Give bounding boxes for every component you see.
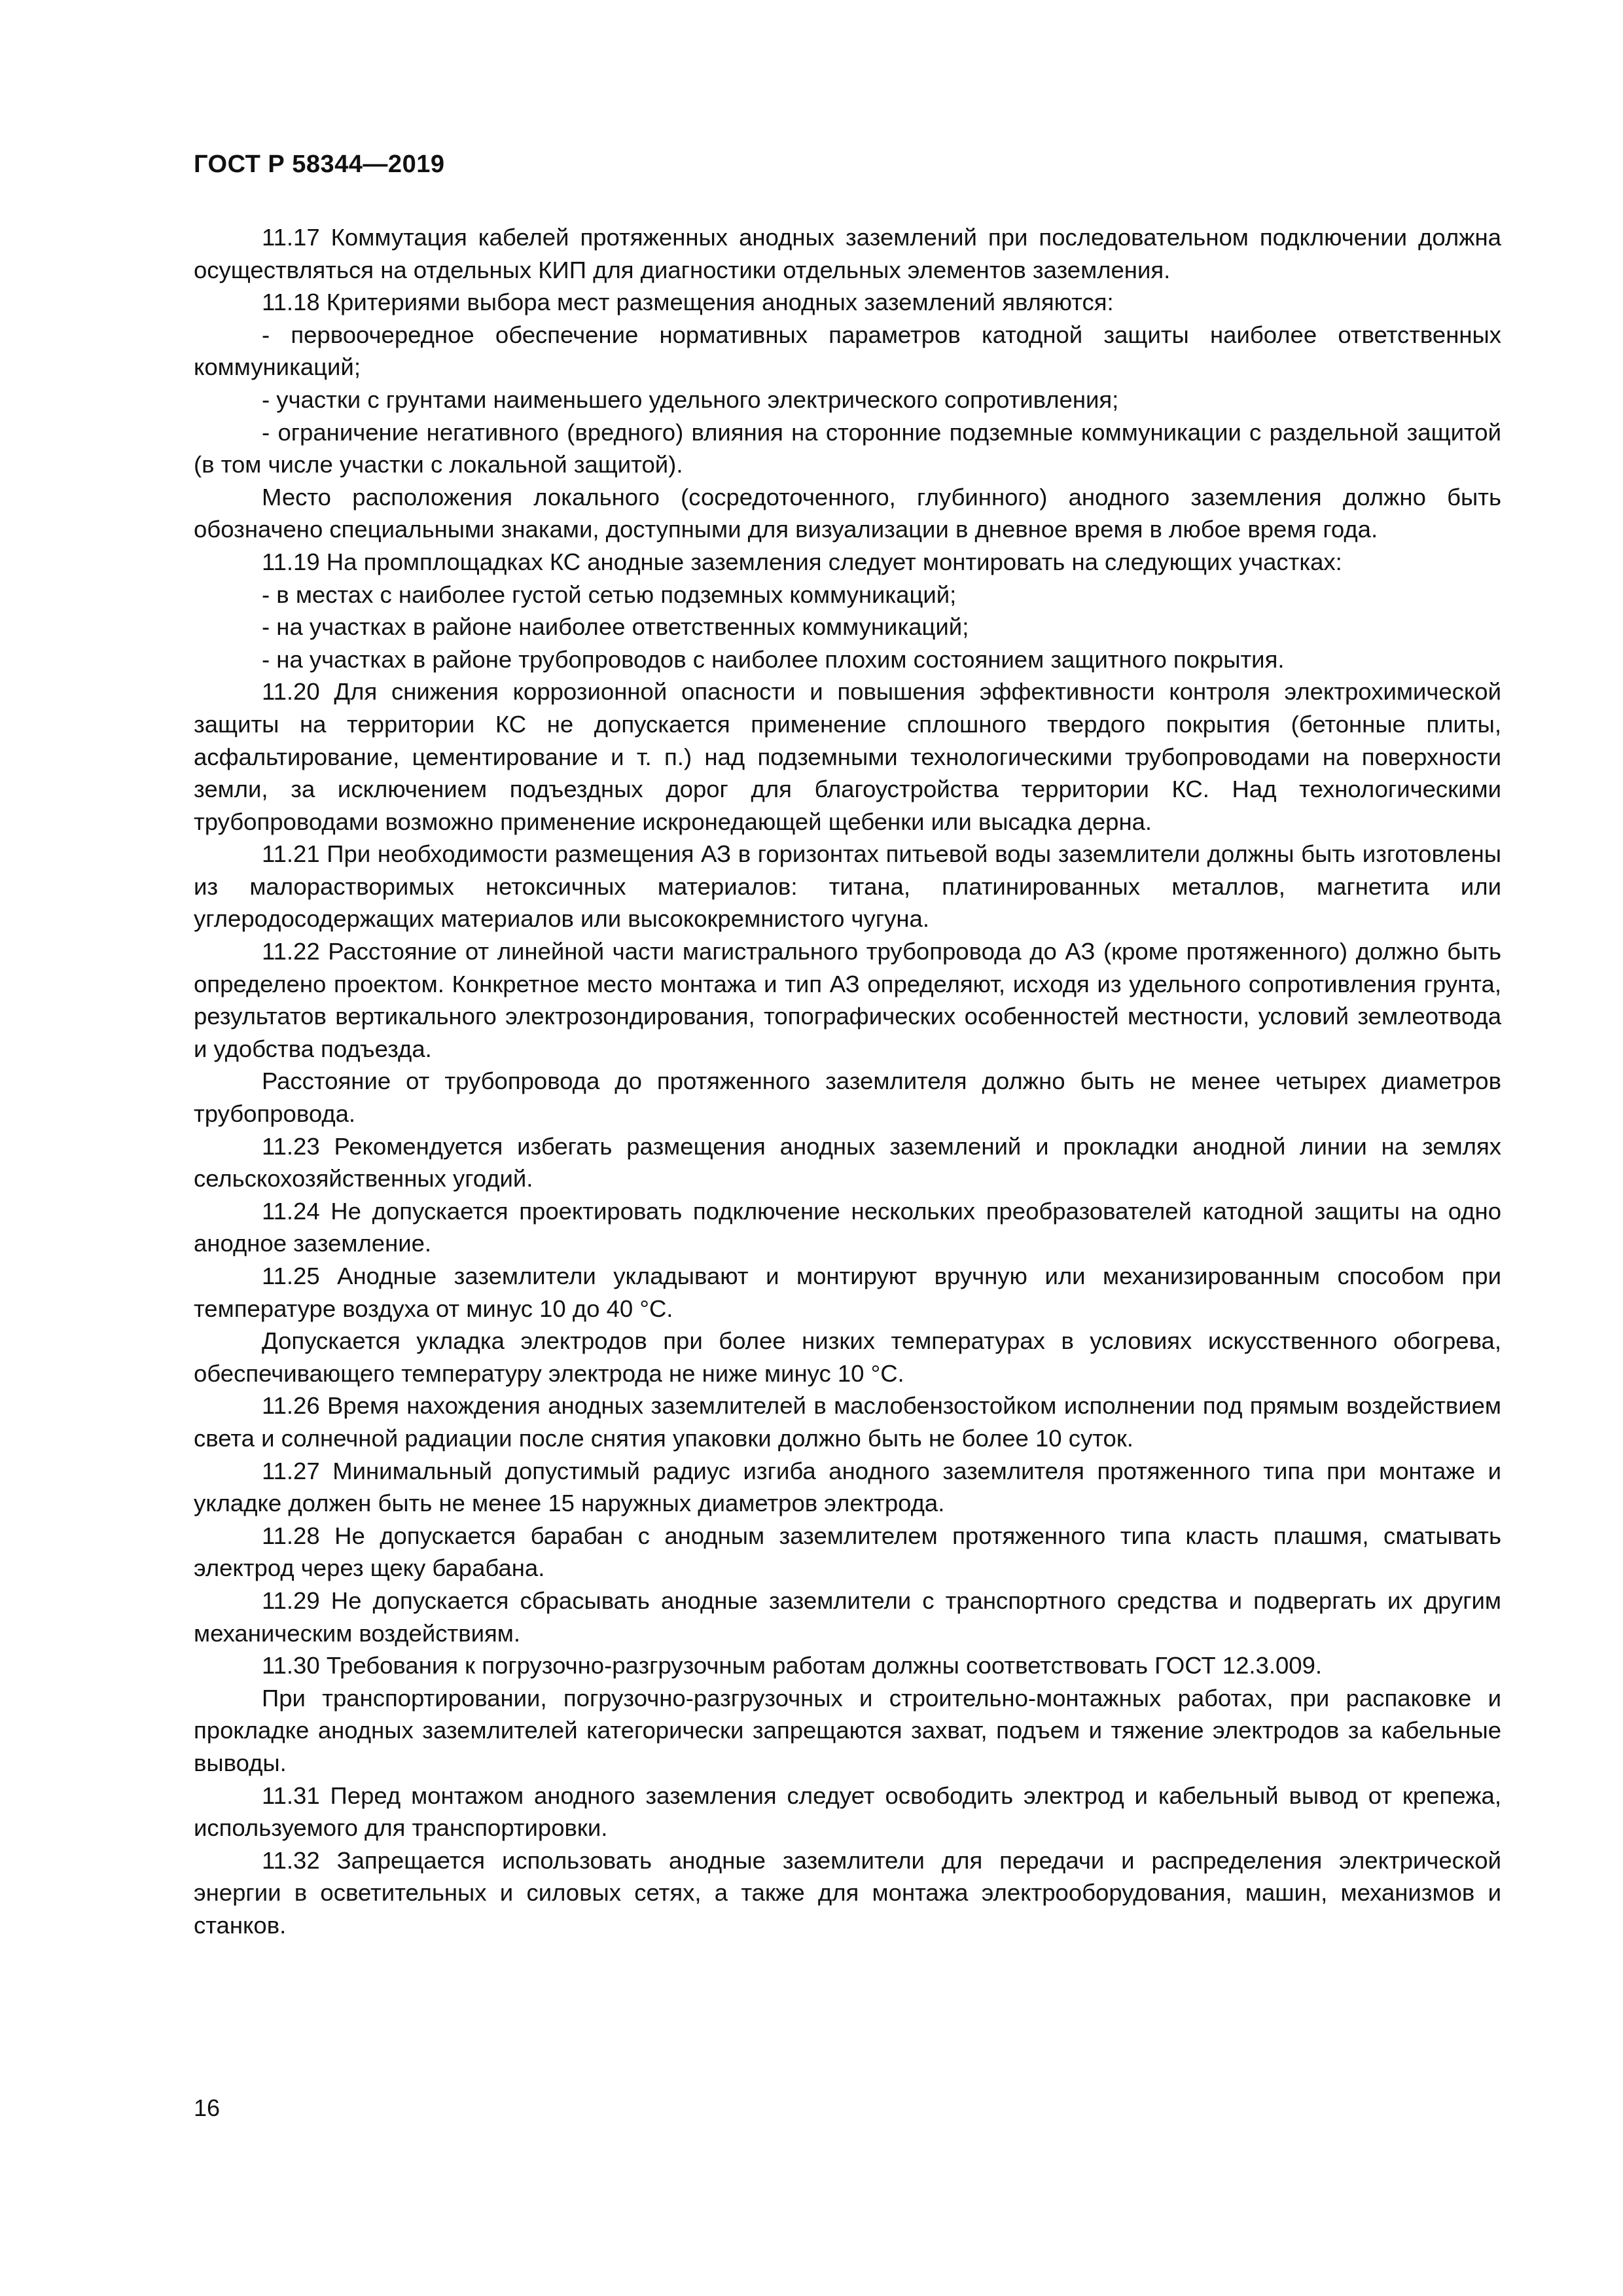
paragraph: 11.19 На промплощадках КС анодные заземления следует монтировать на следующих участках: xyxy=(262,548,1342,575)
list-item: - участки с грунтами наименьшего удельного электрического сопротивления; xyxy=(262,386,1119,413)
paragraph: 11.21 При необходимости размещения АЗ в горизонтах питьевой воды заземлители должны быть изготовлены из малорастворимых нетоксичных материалов: титана, платинированных металлов, магнетита или углеродосодержащих материалов или высококремнистого чугуна. xyxy=(194,840,1501,933)
paragraph: 11.20 Для снижения коррозионной опасности и повышения эффективности контроля электрохимической защиты на территории КС не допускается применение сплошного твердого покрытия (бетонные плиты, асфальтирование, цементирование и т. п.) над подземными технологическими трубопроводами на поверхности земли, за исключением подъездных дорог для благоустройства территории КС. Над технологическими трубопроводами возможно применение искронедающей щебенки или высадка дерна. xyxy=(194,678,1501,835)
page-number: 16 xyxy=(194,2094,221,2121)
list-item: - в местах с наиболее густой сетью подземных коммуникаций; xyxy=(262,581,957,608)
paragraph: 11.23 Рекомендуется избегать размещения анодных заземлений и прокладки анодной линии на землях сельскохозяйственных угодий. xyxy=(194,1132,1501,1193)
paragraph: Расстояние от трубопровода до протяженного заземлителя должно быть не менее четырех диаметров трубопровода. xyxy=(194,1067,1501,1128)
paragraph: При транспортировании, погрузочно-разгрузочных и строительно-монтажных работах, при распаковке и прокладке анодных заземлителей категорически запрещаются захват, подъем и тяжение электродов за кабельные выводы. xyxy=(194,1684,1501,1776)
paragraph: Допускается укладка электродов при более низких температурах в условиях искусственного обогрева, обеспечивающего температуру электрода не ниже минус 10 °С. xyxy=(194,1327,1501,1387)
list-item: - на участках в районе трубопроводов с наиболее плохим состоянием защитного покрытия. xyxy=(262,645,1285,673)
paragraph: 11.31 Перед монтажом анодного заземления следует освободить электрод и кабельный вывод от крепежа, используемого для транспортировки. xyxy=(194,1782,1501,1842)
document-header: ГОСТ Р 58344—2019 xyxy=(194,151,445,178)
paragraph: 11.17 Коммутация кабелей протяженных анодных заземлений при последовательном подключении должна осуществляться на отдельных КИП для диагностики отдельных элементов заземления. xyxy=(194,224,1501,283)
paragraph: 11.29 Не допускается сбрасывать анодные заземлители с транспортного средства и подвергать их другим механическим воздействиям. xyxy=(194,1587,1501,1647)
paragraph: 11.27 Минимальный допустимый радиус изгиба анодного заземлителя протяженного типа при монтаже и укладке должен быть не менее 15 наружных диаметров электрода. xyxy=(194,1457,1501,1517)
list-item: - ограничение негативного (вредного) влияния на сторонние подземные коммуникации с раздельной защитой (в том числе участки с локальной защитой). xyxy=(194,418,1501,478)
document-body xyxy=(194,221,1501,1941)
paragraph: 11.18 Критериями выбора мест размещения анодных заземлений являются: xyxy=(262,289,1114,316)
paragraph: 11.30 Требования к погрузочно-разгрузочным работам должны соответствовать ГОСТ 12.3.009. xyxy=(262,1652,1323,1679)
paragraph: 11.24 Не допускается проектировать подключение нескольких преобразователей катодной защиты на одно анодное заземление. xyxy=(194,1197,1501,1257)
list-item: - первоочередное обеспечение нормативных параметров катодной защиты наиболее ответственных коммуникаций; xyxy=(194,321,1501,381)
paragraph: Место расположения локального (сосредоточенного, глубинного) анодного заземления должно быть обозначено специальными знаками, доступными для визуализации в дневное время в любое время года. xyxy=(194,483,1501,543)
list-item: - на участках в районе наиболее ответственных коммуникаций; xyxy=(262,613,969,641)
paragraph: 11.28 Не допускается барабан с анодным заземлителем протяженного типа класть плашмя, сматывать электрод через щеку барабана. xyxy=(194,1522,1501,1582)
paragraph: 11.26 Время нахождения анодных заземлителей в маслобензостойком исполнении под прямым воздействием света и солнечной радиации после снятия упаковки должно быть не более 10 суток. xyxy=(194,1392,1501,1452)
paragraph: 11.22 Расстояние от линейной части магистрального трубопровода до АЗ (кроме протяженного) должно быть определено проектом. Конкретное место монтажа и тип АЗ определяют, исходя из удельного сопротивления грунта, результатов вертикального электрозондирования, топографических особенностей местности, условий землеотвода и удобства подъезда. xyxy=(194,938,1501,1062)
paragraph: 11.32 Запрещается использовать анодные заземлители для передачи и распределения электрической энергии в осветительных и силовых сетях, а также для монтажа электрооборудования, машин, механизмов и станков. xyxy=(194,1846,1501,1939)
paragraph: 11.25 Анодные заземлители укладывают и монтируют вручную или механизированным способом при температуре воздуха от минус 10 до 40 °С. xyxy=(194,1263,1501,1322)
